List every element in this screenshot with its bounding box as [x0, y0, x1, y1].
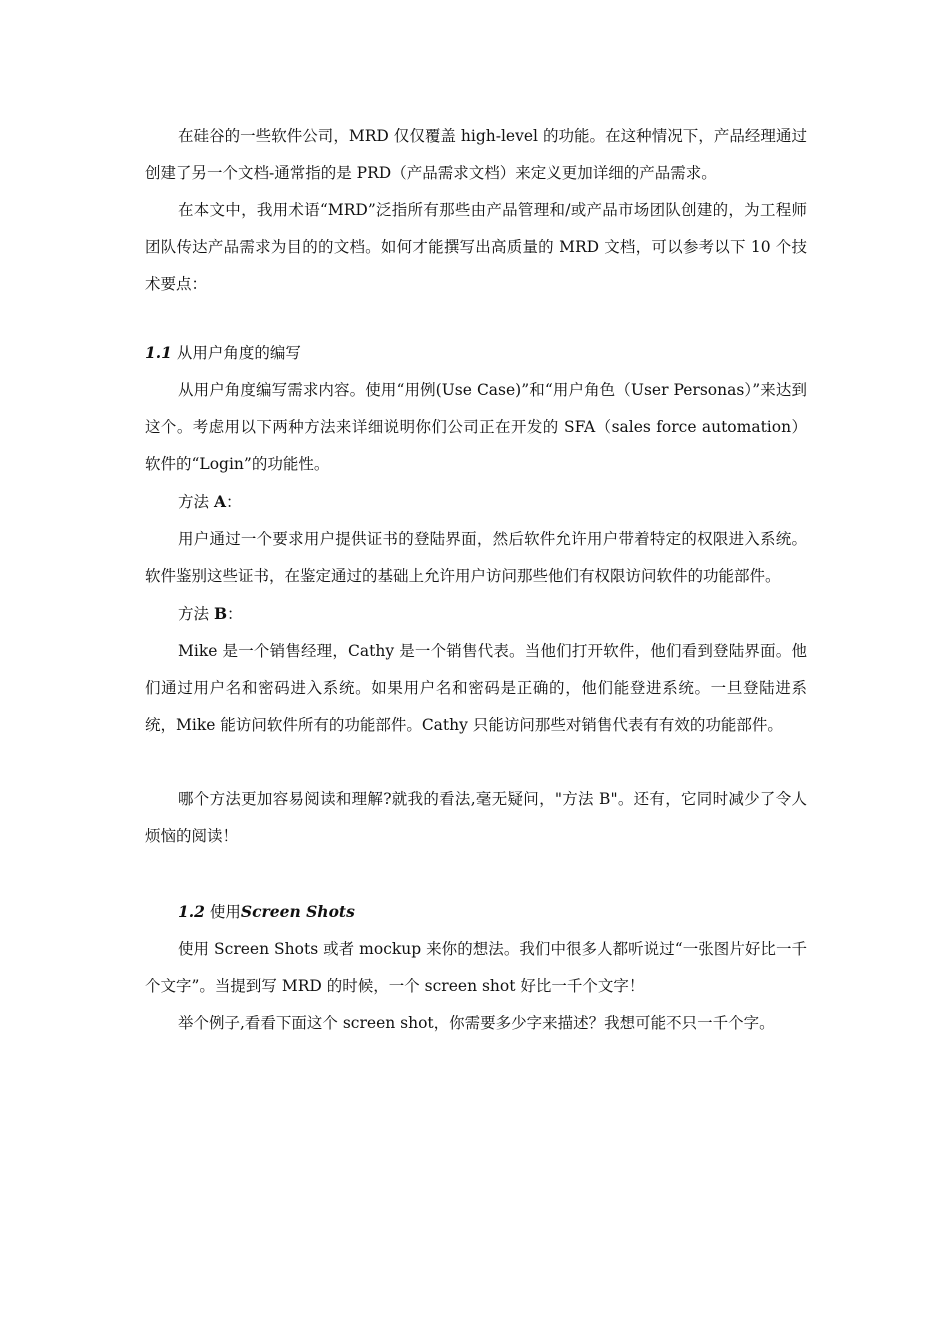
method-a-letter: A	[213, 492, 226, 511]
method-a-prefix: 方法	[178, 493, 214, 511]
section-1-paragraph: 从用户角度编写需求内容。使用“用例(Use Case)”和“用户角色（User Personas）”来达到这个。考虑用以下两种方法来详细说明你们公司正在开发的 SFA（sales force automation）软件的“Login”的功能性。	[145, 381, 807, 473]
section-2-paragraph-2: 举个例子,看看下面这个 screen shot，你需要多少字来描述？我想可能不只一千个字。	[178, 1014, 775, 1032]
method-b-label	[145, 595, 807, 633]
section-1-conclusion: 哪个方法更加容易阅读和理解?就我的看法,毫无疑问，"方法 B"。还有，它同时减少了令人烦恼的阅读！	[145, 790, 807, 845]
section-2-number: 1.2	[178, 902, 205, 921]
intro-paragraph-1: 在硅谷的一些软件公司，MRD 仅仅覆盖 high-level 的功能。在这种情况下，产品经理通过创建了另一个文档-通常指的是 PRD（产品需求文档）来定义更加详细的产品需求。	[145, 127, 807, 182]
section-1-number: 1.1	[145, 343, 172, 362]
section-1-heading	[145, 334, 807, 372]
section-1-title: 从用户角度的编写	[176, 344, 301, 362]
method-a-text: 用户通过一个要求用户提供证书的登陆界面，然后软件允许用户带着特定的权限进入系统。软件鉴别这些证书，在鉴定通过的基础上允许用户访问那些他们有权限访问软件的功能部件。	[145, 530, 807, 585]
document-body	[145, 118, 807, 1042]
section-2-heading	[145, 893, 807, 931]
section-2-paragraph-1: 使用 Screen Shots 或者 mockup 来你的想法。我们中很多人都听说过“一张图片好比一千个文字”。当提到写 MRD 的时候，一个 screen shot 好比一千个文字！	[145, 940, 807, 995]
section-2-title-prefix: 使用	[209, 903, 241, 921]
method-b-prefix: 方法	[178, 605, 214, 623]
method-a-colon: ：	[225, 493, 242, 511]
intro-paragraph-2: 在本文中，我用术语“MRD”泛指所有那些由产品管理和/或产品市场团队创建的，为工程师团队传达产品需求为目的的文档。如何才能撰写出高质量的 MRD 文档，可以参考以下 10 个技术要点：	[145, 201, 807, 293]
method-b-text: Mike 是一个销售经理，Cathy 是一个销售代表。当他们打开软件，他们看到登陆界面。他们通过用户名和密码进入系统。如果用户名和密码是正确的，他们能登进系统。一旦登陆进系统，Mike 能访问软件所有的功能部件。Cathy 只能访问那些对销售代表有有效的功能部件。	[145, 642, 807, 734]
section-2-title-em: Screen Shots	[240, 902, 355, 921]
method-a-label	[145, 483, 807, 521]
method-b-colon: ：	[227, 605, 243, 623]
method-b-letter: B	[213, 604, 228, 623]
